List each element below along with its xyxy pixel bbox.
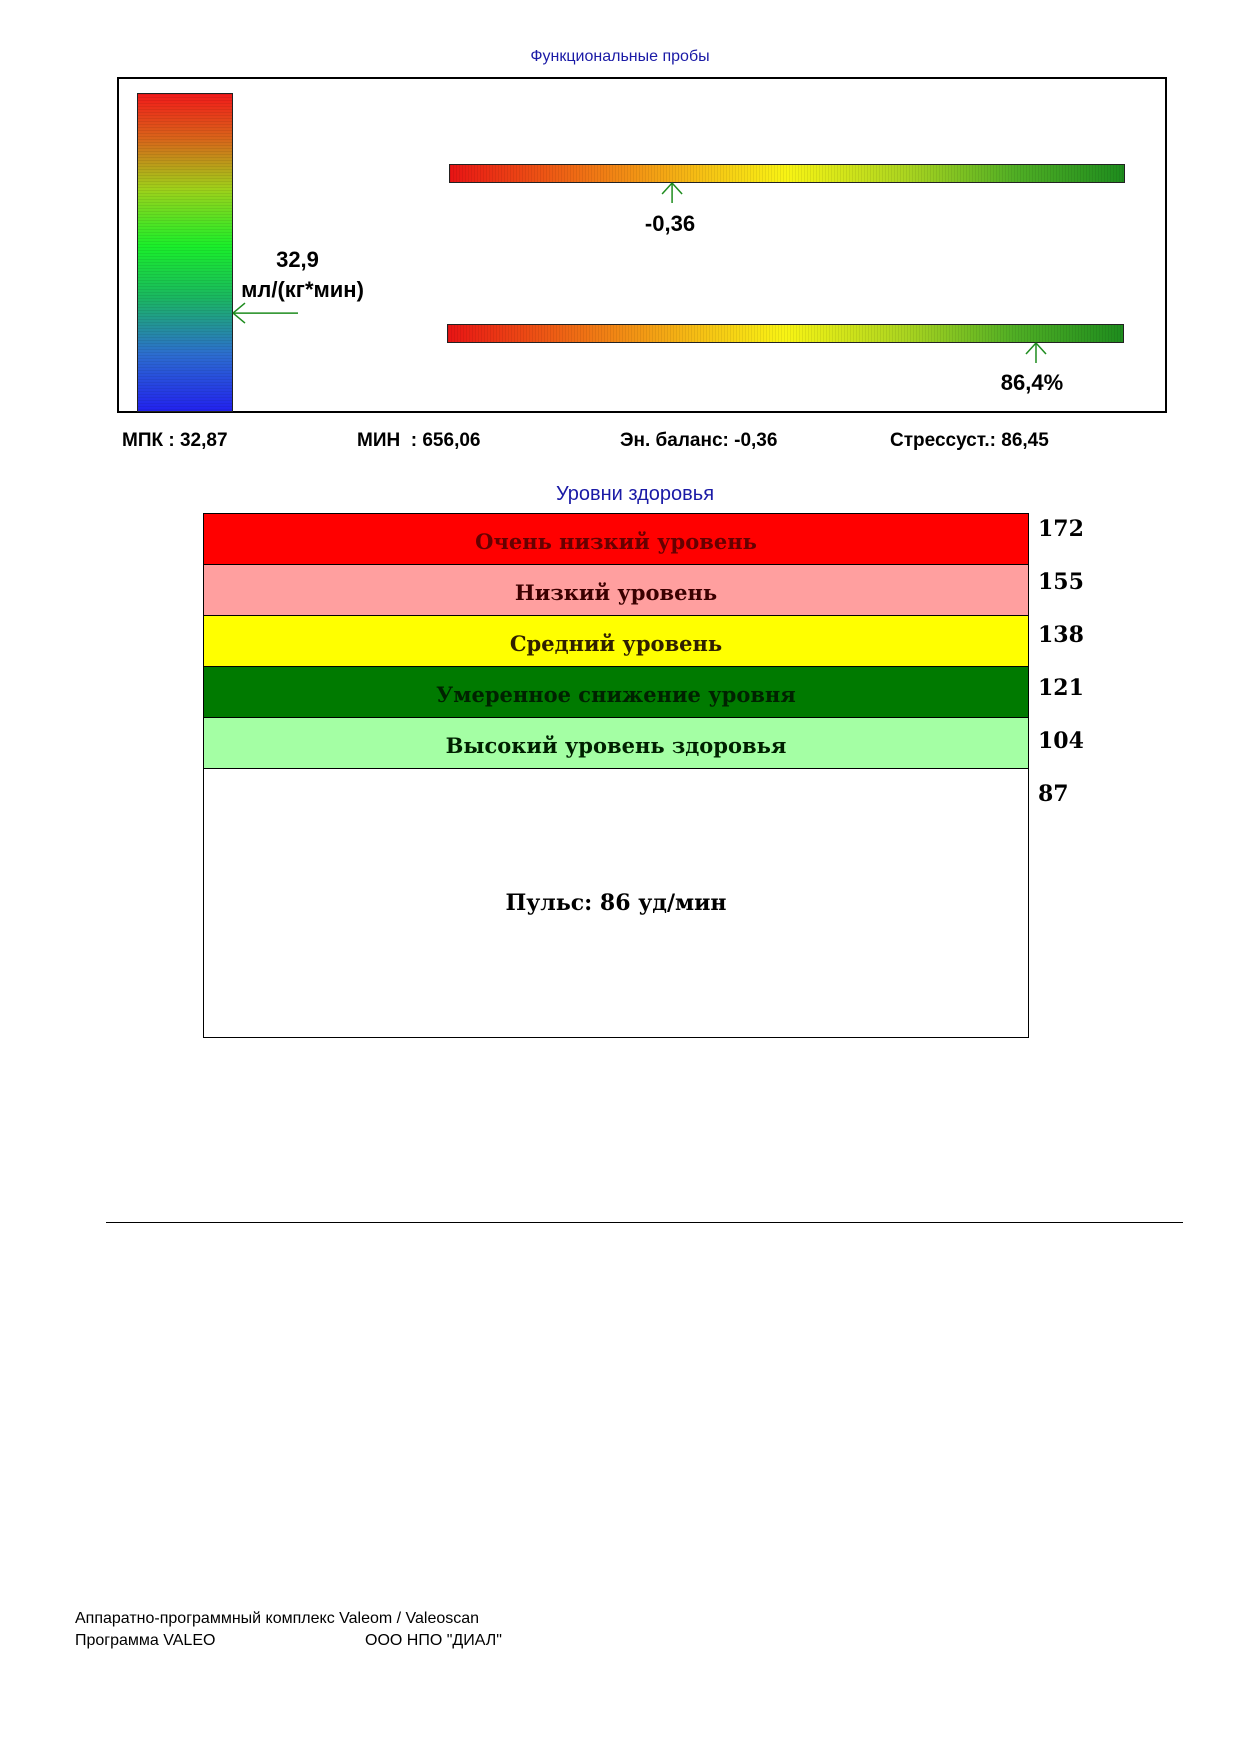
stat-energy-balance: Эн. баланс: -0,36 bbox=[620, 430, 778, 451]
mpk-marker-arrow-icon bbox=[233, 303, 298, 323]
stress-marker-value: 86,4% bbox=[1000, 370, 1064, 395]
scale-value: 155 bbox=[1038, 569, 1084, 595]
scale-value: 104 bbox=[1038, 728, 1084, 754]
footer-program: Программа VALEO bbox=[75, 1632, 216, 1649]
stat-mpk: МПК : 32,87 bbox=[122, 430, 228, 451]
energy-marker-value: -0,36 bbox=[644, 211, 696, 236]
pulse-readout: Пульс: 86 уд/мин bbox=[203, 768, 1029, 1038]
mpk-marker-value: 32,9 bbox=[276, 247, 319, 272]
marker-arrows bbox=[0, 0, 1240, 460]
level-very-low: Очень низкий уровень bbox=[203, 513, 1029, 564]
level-medium: Средний уровень bbox=[203, 615, 1029, 666]
level-low: Низкий уровень bbox=[203, 564, 1029, 615]
scale-value: 172 bbox=[1038, 516, 1084, 542]
stat-min: МИН : 656,06 bbox=[357, 430, 481, 451]
mpk-marker-unit: мл/(кг*мин) bbox=[241, 277, 364, 302]
footer-organization: ООО НПО "ДИАЛ" bbox=[365, 1632, 502, 1649]
stat-stress-resistance: Стрессуст.: 86,45 bbox=[890, 430, 1049, 451]
health-levels-title: Уровни здоровья bbox=[555, 483, 715, 505]
scale-value: 138 bbox=[1038, 622, 1084, 648]
scale-value: 121 bbox=[1038, 675, 1084, 701]
scale-value: 87 bbox=[1038, 781, 1069, 807]
divider bbox=[106, 1222, 1183, 1223]
level-moderate-decrease: Умеренное снижение уровня bbox=[203, 666, 1029, 717]
stress-marker-arrow-icon bbox=[1026, 343, 1046, 363]
functional-tests-title: Функциональные пробы bbox=[530, 48, 710, 65]
health-levels-table bbox=[203, 513, 1029, 1038]
footer-product: Аппаратно-программный комплекс Valeom / Valeoscan bbox=[75, 1610, 480, 1627]
level-high: Высокий уровень здоровья bbox=[203, 717, 1029, 768]
energy-marker-arrow-icon bbox=[662, 183, 682, 203]
